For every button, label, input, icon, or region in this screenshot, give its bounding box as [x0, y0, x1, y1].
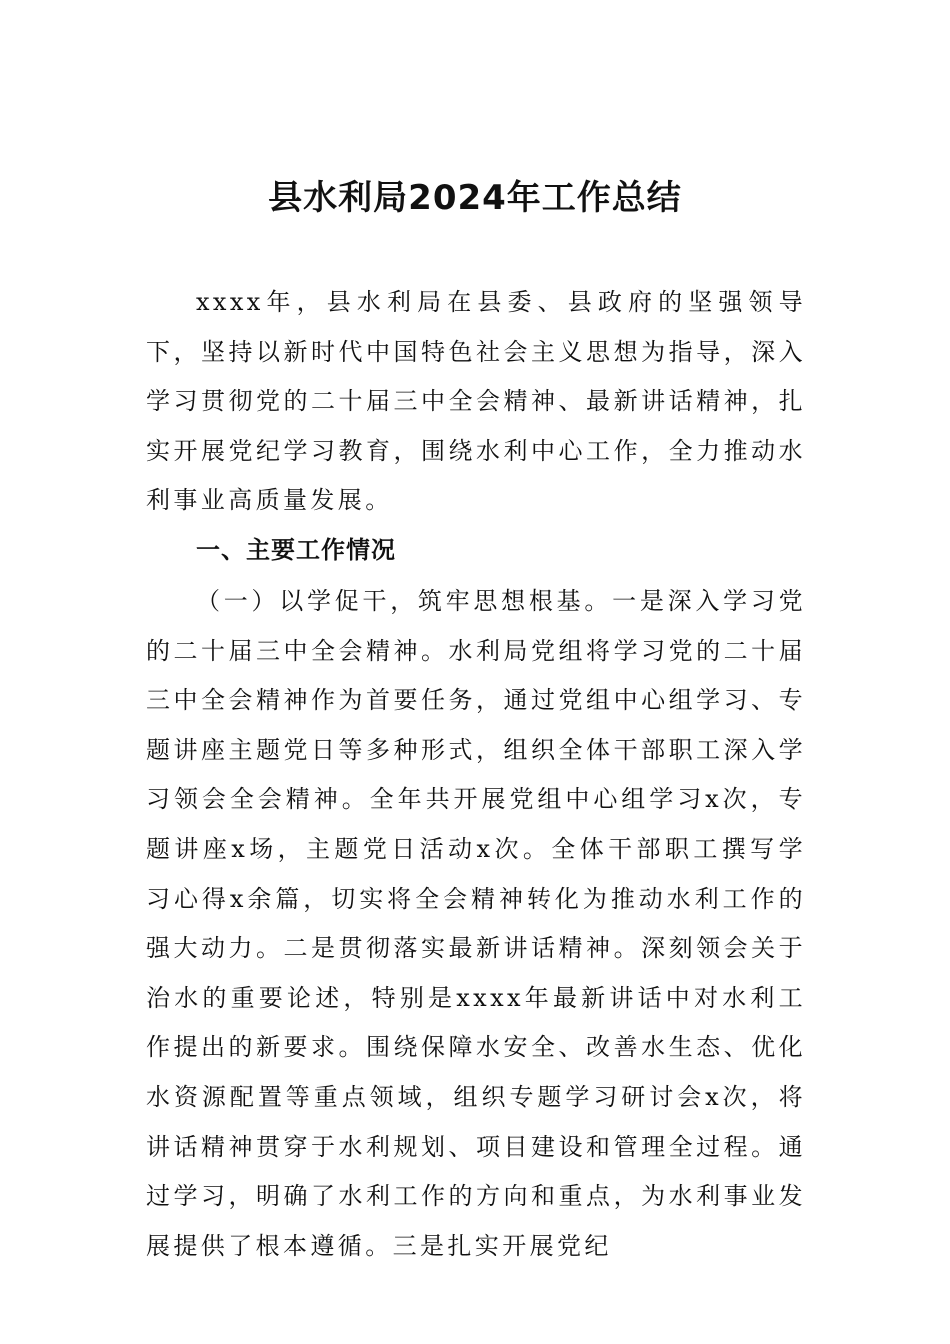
- section-heading-main-work: 一、主要工作情况: [196, 536, 396, 564]
- intro-paragraph: xxxx年，县水利局在县委、县政府的坚强领导下，坚持以新时代中国特色社会主义思想为指导，深入学习贯彻党的二十届三中全会精神、最新讲话精神，扎实开展党纪学习教育，围绕水利中心工作，全力推动水利事业高质量发展。: [146, 288, 806, 515]
- document-title: 县水利局2024年工作总结: [268, 178, 682, 218]
- section-body-paragraph: （一）以学促干，筑牢思想根基。一是深入学习党的二十届三中全会精神。水利局党组将学习党的二十届三中全会精神作为首要任务，通过党组中心组学习、专题讲座主题党日等多种形式，组织全体干部职工深入学习领会全会精神。全年共开展党组中心组学习x次，专题讲座x场，主题党日活动x次。全体干部职工撰写学习心得x余篇，切实将全会精神转化为推动水利工作的强大动力。二是贯彻落实最新讲话精神。深刻领会关于治水的重要论述，特别是xxxx年最新讲话中对水利工作提出的新要求。围绕保障水安全、改善水生态、优化水资源配置等重点领域，组织专题学习研讨会x次，将讲话精神贯穿于水利规划、项目建设和管理全过程。通过学习，明确了水利工作的方向和重点，为水利事业发展提供了根本遵循。三是扎实开展党纪: [146, 587, 806, 1260]
